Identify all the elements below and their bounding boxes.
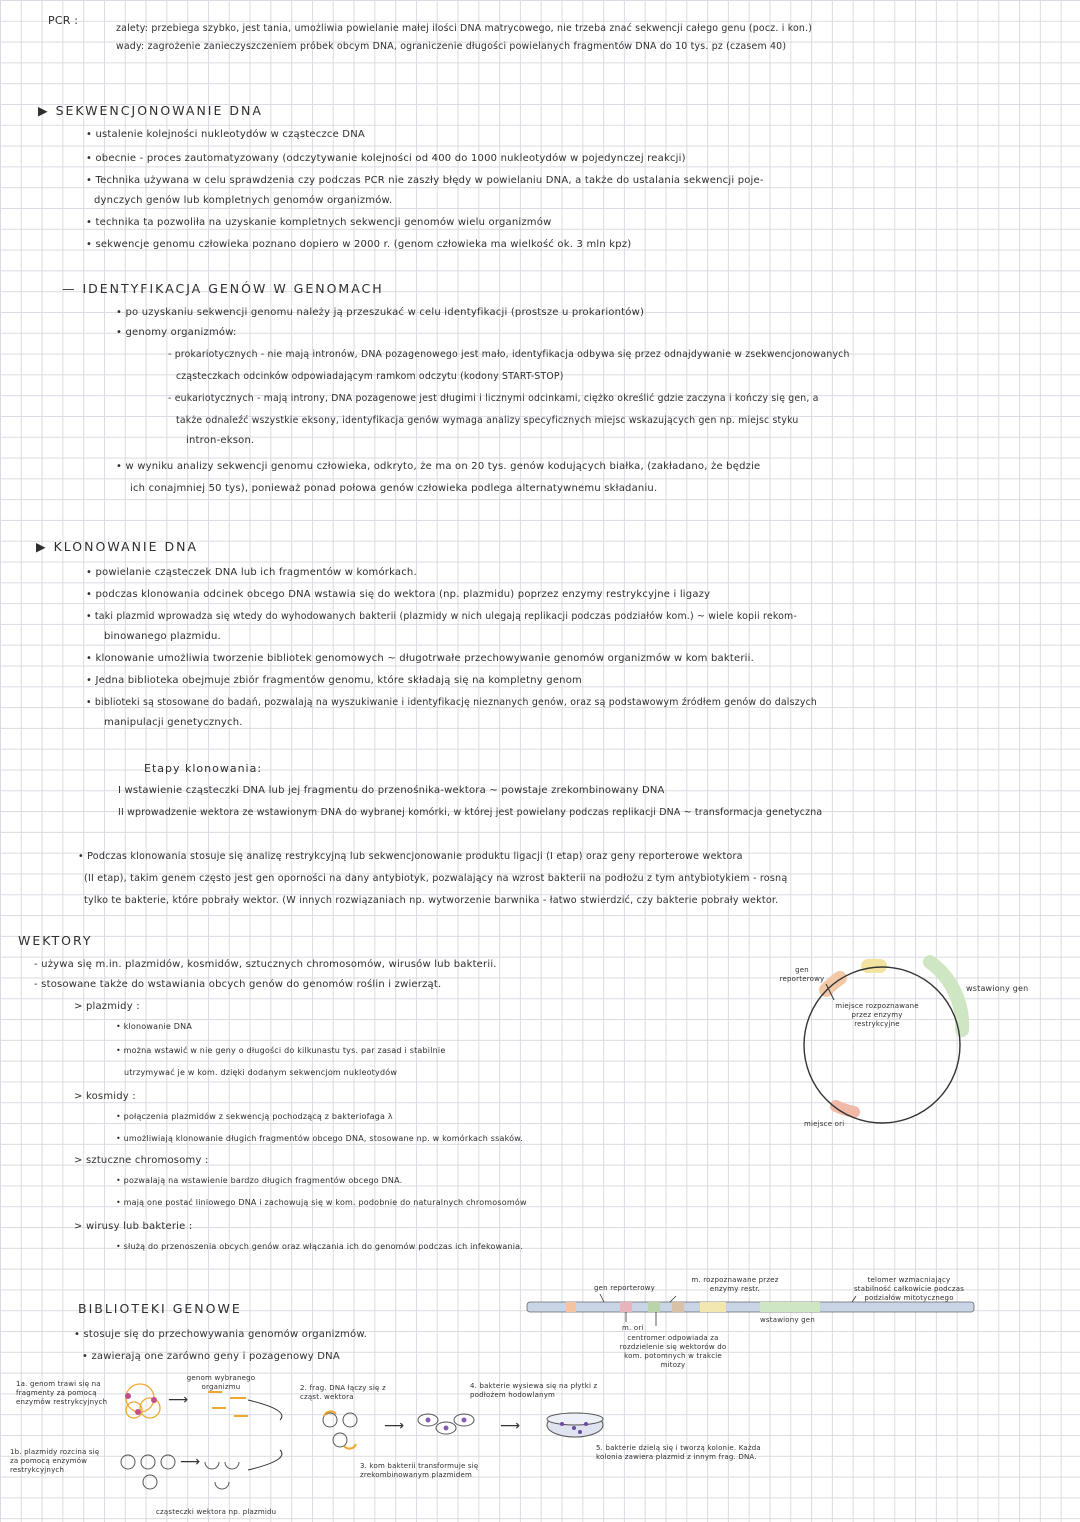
etap-1: I wstawienie cząsteczki DNA lub jej fragmentu do przenośnika-wektora ~ powstaje zrekombinowany DNA — [118, 785, 665, 796]
sekw-item: • obecnie - proces zautomatyzowany (odczytywanie kolejności od 400 do 1000 nukleotydów w pojedynczej reakcji) — [86, 153, 686, 164]
plasmid-label-reporter: gen reporterowy — [779, 966, 825, 983]
arrow-icon: ⟶ — [384, 1418, 405, 1434]
klon-line: manipulacji genetycznych. — [104, 717, 243, 728]
ident-line: • genomy organizmów: — [116, 327, 237, 338]
kosmidy-item: • umożliwiają klonowanie długich fragmentów obcego DNA, stosowane np. w komórkach ssaków. — [116, 1134, 523, 1143]
etapy-title: Etapy klonowania: — [144, 762, 263, 775]
ident-line: ich conajmniej 50 tys), ponieważ ponad połowa genów człowieka podlega alternatywnemu składaniu. — [130, 483, 658, 494]
klon-line: • klonowanie umożliwia tworzenie bibliotek genomowych ~ długotrwałe przechowywanie genomów organizmów w kom bakterii. — [86, 653, 754, 664]
plazmidy-item: • klonowanie DNA — [116, 1022, 192, 1031]
sekw-item: • ustalenie kolejności nukleotydów w cząsteczce DNA — [86, 129, 365, 140]
library-step-5: 5. bakterie dzielą się i tworzą kolonie. Każda kolonia zawiera plazmid z innym frag. DNA. — [596, 1444, 761, 1461]
wekt-intro: - używa się m.in. plazmidów, kosmidów, sztucznych chromosomów, wirusów lub bakterii. — [34, 959, 497, 970]
section-title-klonowanie: ▶ KLONOWANIE DNA — [36, 539, 198, 554]
section-title-identyfikacja: — IDENTYFIKACJA GENÓW W GENOMACH — [62, 281, 384, 296]
chromosome-label-insert: wstawiony gen — [760, 1316, 815, 1324]
klon-line: • Jedna biblioteka obejmuje zbiór fragmentów genomu, które składają się na kompletny genom — [86, 675, 582, 686]
ident-line: - prokariotycznych - nie mają intronów, DNA pozagenowego jest mało, identyfikacja odbywa się przez odnajdywanie w zsekwencjonowanych — [168, 349, 850, 360]
section-title-sekwencjonowanie: ▶ SEKWENCJONOWANIE DNA — [38, 103, 263, 118]
chromosome-label-restriction: m. rozpoznawane przez enzymy restr. — [691, 1276, 779, 1293]
chromosome-label-ori: m. ori — [622, 1324, 644, 1332]
pcr-disadvantages: wady: zagrożenie zanieczyszczeniem próbek obcym DNA, ograniczenie długości powielanych fragmentów DNA do 10 tys. pz (czasem 40) — [116, 41, 787, 52]
arrow-icon: ⟶ — [168, 1392, 189, 1408]
kosmidy-heading: > kosmidy : — [74, 1091, 136, 1102]
ident-line: cząsteczkach odcinków odpowiadającym ramkom odczytu (kodony START-STOP) — [176, 371, 564, 382]
library-step-4: 4. bakterie wysiewa się na płytki z podłożem hodowlanym — [470, 1382, 598, 1399]
sekw-item: • sekwencje genomu człowieka poznano dopiero w 2000 r. (genom człowieka ma wielkość ok. 3 mln kpz) — [86, 239, 632, 250]
klon-line: • biblioteki są stosowane do badań, pozwalają na wyszukiwanie i identyfikację nieznanych genów, oraz są podstawowym źródłem genów do dalszych — [86, 697, 818, 708]
klon-note: • Podczas klonowania stosuje się analizę restrykcyjną lub sekwencjonowanie produktu ligacji (I etap) oraz geny reporterowe wektora — [78, 851, 743, 862]
klon-line: • taki plazmid wprowadza się wtedy do wyhodowanych bakterii (plazmidy w nich ulegają replikacji podczas podziałów kom.) ~ wiele kopii rekom- — [86, 611, 797, 622]
wirusy-item: • służą do przenoszenia obcych genów oraz włączania ich do genomów podczas ich infekowania. — [116, 1242, 524, 1251]
sekw-item: dynczych genów lub kompletnych genomów organizmów. — [94, 195, 393, 206]
chromosome-label-centromer: centromer odpowiada za rozdzielenie się wektorów do kom. potomnych w trakcie mitozy — [619, 1334, 727, 1369]
klon-note: (II etap), takim genem często jest gen oporności na dany antybiotyk, pozwalający na wzrost bakterii na podłożu z tym antybiotykiem - rosną — [84, 873, 788, 884]
chromosomy-heading: > sztuczne chromosomy : — [74, 1155, 209, 1166]
ident-line: • w wyniku analizy sekwencji genomu człowieka, odkryto, że ma on 20 tys. genów kodujących białka, (zakładano, że będzie — [116, 461, 761, 472]
arrow-icon: ⟶ — [180, 1454, 201, 1470]
pcr-advantages: zalety: przebiega szybko, jest tania, umożliwia powielanie małej ilości DNA matrycowego, nie trzeba znać sekwencji całego genu (pocz. i kon.) — [116, 23, 813, 34]
ident-line: także odnaleźć wszystkie eksony, identyfikacja genów wymaga analizy specyficznych miejsc wskazujących gen np. miejsc styku — [176, 415, 799, 426]
klon-note: tylko te bakterie, które pobrały wektor. (W innych rozwiązaniach np. wytworzenie barwnika - łatwo stwierdzić, czy bakterie pobrały wektor. — [84, 895, 779, 906]
chromosomy-item: • pozwalają na wstawienie bardzo długich fragmentów obcego DNA. — [116, 1176, 403, 1185]
plasmid-diagram — [804, 962, 962, 1123]
bibl-line: • zawierają one zarówno geny i pozagenowy DNA — [82, 1351, 340, 1362]
library-genome-label: genom wybranego organizmu — [186, 1374, 256, 1391]
plazmidy-item: utrzymywać je w kom. dzięki dodanym sekwencjom nukleotydów — [124, 1068, 398, 1077]
plazmidy-heading: > plazmidy : — [74, 1001, 140, 1012]
library-step-1b: 1b. plazmidy rozcina się za pomocą enzymów restrykcyjnych — [10, 1448, 100, 1474]
plasmid-label-insert: wstawiony gen — [966, 984, 1029, 993]
sekw-item: • technika ta pozwoliła na uzyskanie kompletnych sekwencji genomów wielu organizmów — [86, 217, 552, 228]
ident-line: - eukariotycznych - mają introny, DNA pozagenowe jest długimi i licznymi odcinkami, ciężko określić gdzie zaczyna i kończy się gen, a — [168, 393, 819, 404]
ident-line: intron-ekson. — [186, 435, 255, 446]
library-step-2: 2. frag. DNA łączy się z cząst. wektora — [300, 1384, 386, 1401]
chromosomy-item: • mają one postać liniowego DNA i zachowują się w kom. podobnie do naturalnych chromosomów — [116, 1198, 527, 1207]
pcr-label: PCR : — [48, 14, 79, 27]
library-vector-label: cząsteczki wektora np. plazmidu — [156, 1508, 277, 1516]
chromosome-label-reporter: gen reporterowy — [594, 1284, 655, 1292]
klon-line: binowanego plazmidu. — [104, 631, 221, 642]
section-title-biblioteki: BIBLIOTEKI GENOWE — [78, 1301, 242, 1316]
wirusy-heading: > wirusy lub bakterie : — [74, 1221, 193, 1232]
bibl-line: • stosuje się do przechowywania genomów organizmów. — [74, 1329, 368, 1340]
klon-line: • podczas klonowania odcinek obcego DNA wstawia się do wektora (np. plazmidu) poprzez enzymy restrykcyjne i ligazy — [86, 589, 711, 600]
arrow-icon: ⟶ — [500, 1418, 521, 1434]
chromosome-label-telomer: telomer wzmacniający stabilność całkowicie podczas podziałów mitotycznego — [853, 1276, 965, 1302]
plazmidy-item: • można wstawić w nie geny o długości do kilkunastu tys. par zasad i stabilnie — [116, 1046, 446, 1055]
sekw-item: • Technika używana w celu sprawdzenia czy podczas PCR nie zaszły błędy w powielaniu DNA, a także do ustalania sekwencji poje- — [86, 175, 764, 186]
kosmidy-item: • połączenia plazmidów z sekwencją pochodzącą z bakteriofaga λ — [116, 1112, 393, 1121]
plasmid-label-ori: miejsce ori — [804, 1120, 845, 1128]
section-title-wektory: WEKTORY — [18, 933, 93, 948]
klon-line: • powielanie cząsteczek DNA lub ich fragmentów w komórkach. — [86, 567, 417, 578]
plasmid-label-restriction: miejsce rozpoznawane przez enzymy restrykcyjne — [835, 1002, 919, 1028]
library-step-3: 3. kom bakterii transformuje się zrekombinowanym plazmidem — [360, 1462, 479, 1479]
etap-2: II wprowadzenie wektora ze wstawionym DNA do wybranej komórki, w której jest powielany podczas replikacji DNA ~ transformacja genetyczna — [118, 807, 823, 818]
library-step-1a: 1a. genom trawi się na fragmenty za pomocą enzymów restrykcyjnych — [16, 1380, 108, 1406]
wekt-intro: - stosowane także do wstawiania obcych genów do genomów roślin i zwierząt. — [34, 979, 442, 990]
ident-line: • po uzyskaniu sekwencji genomu należy ją przeszukać w celu identyfikacji (prostsze u prokariontów) — [116, 307, 645, 318]
